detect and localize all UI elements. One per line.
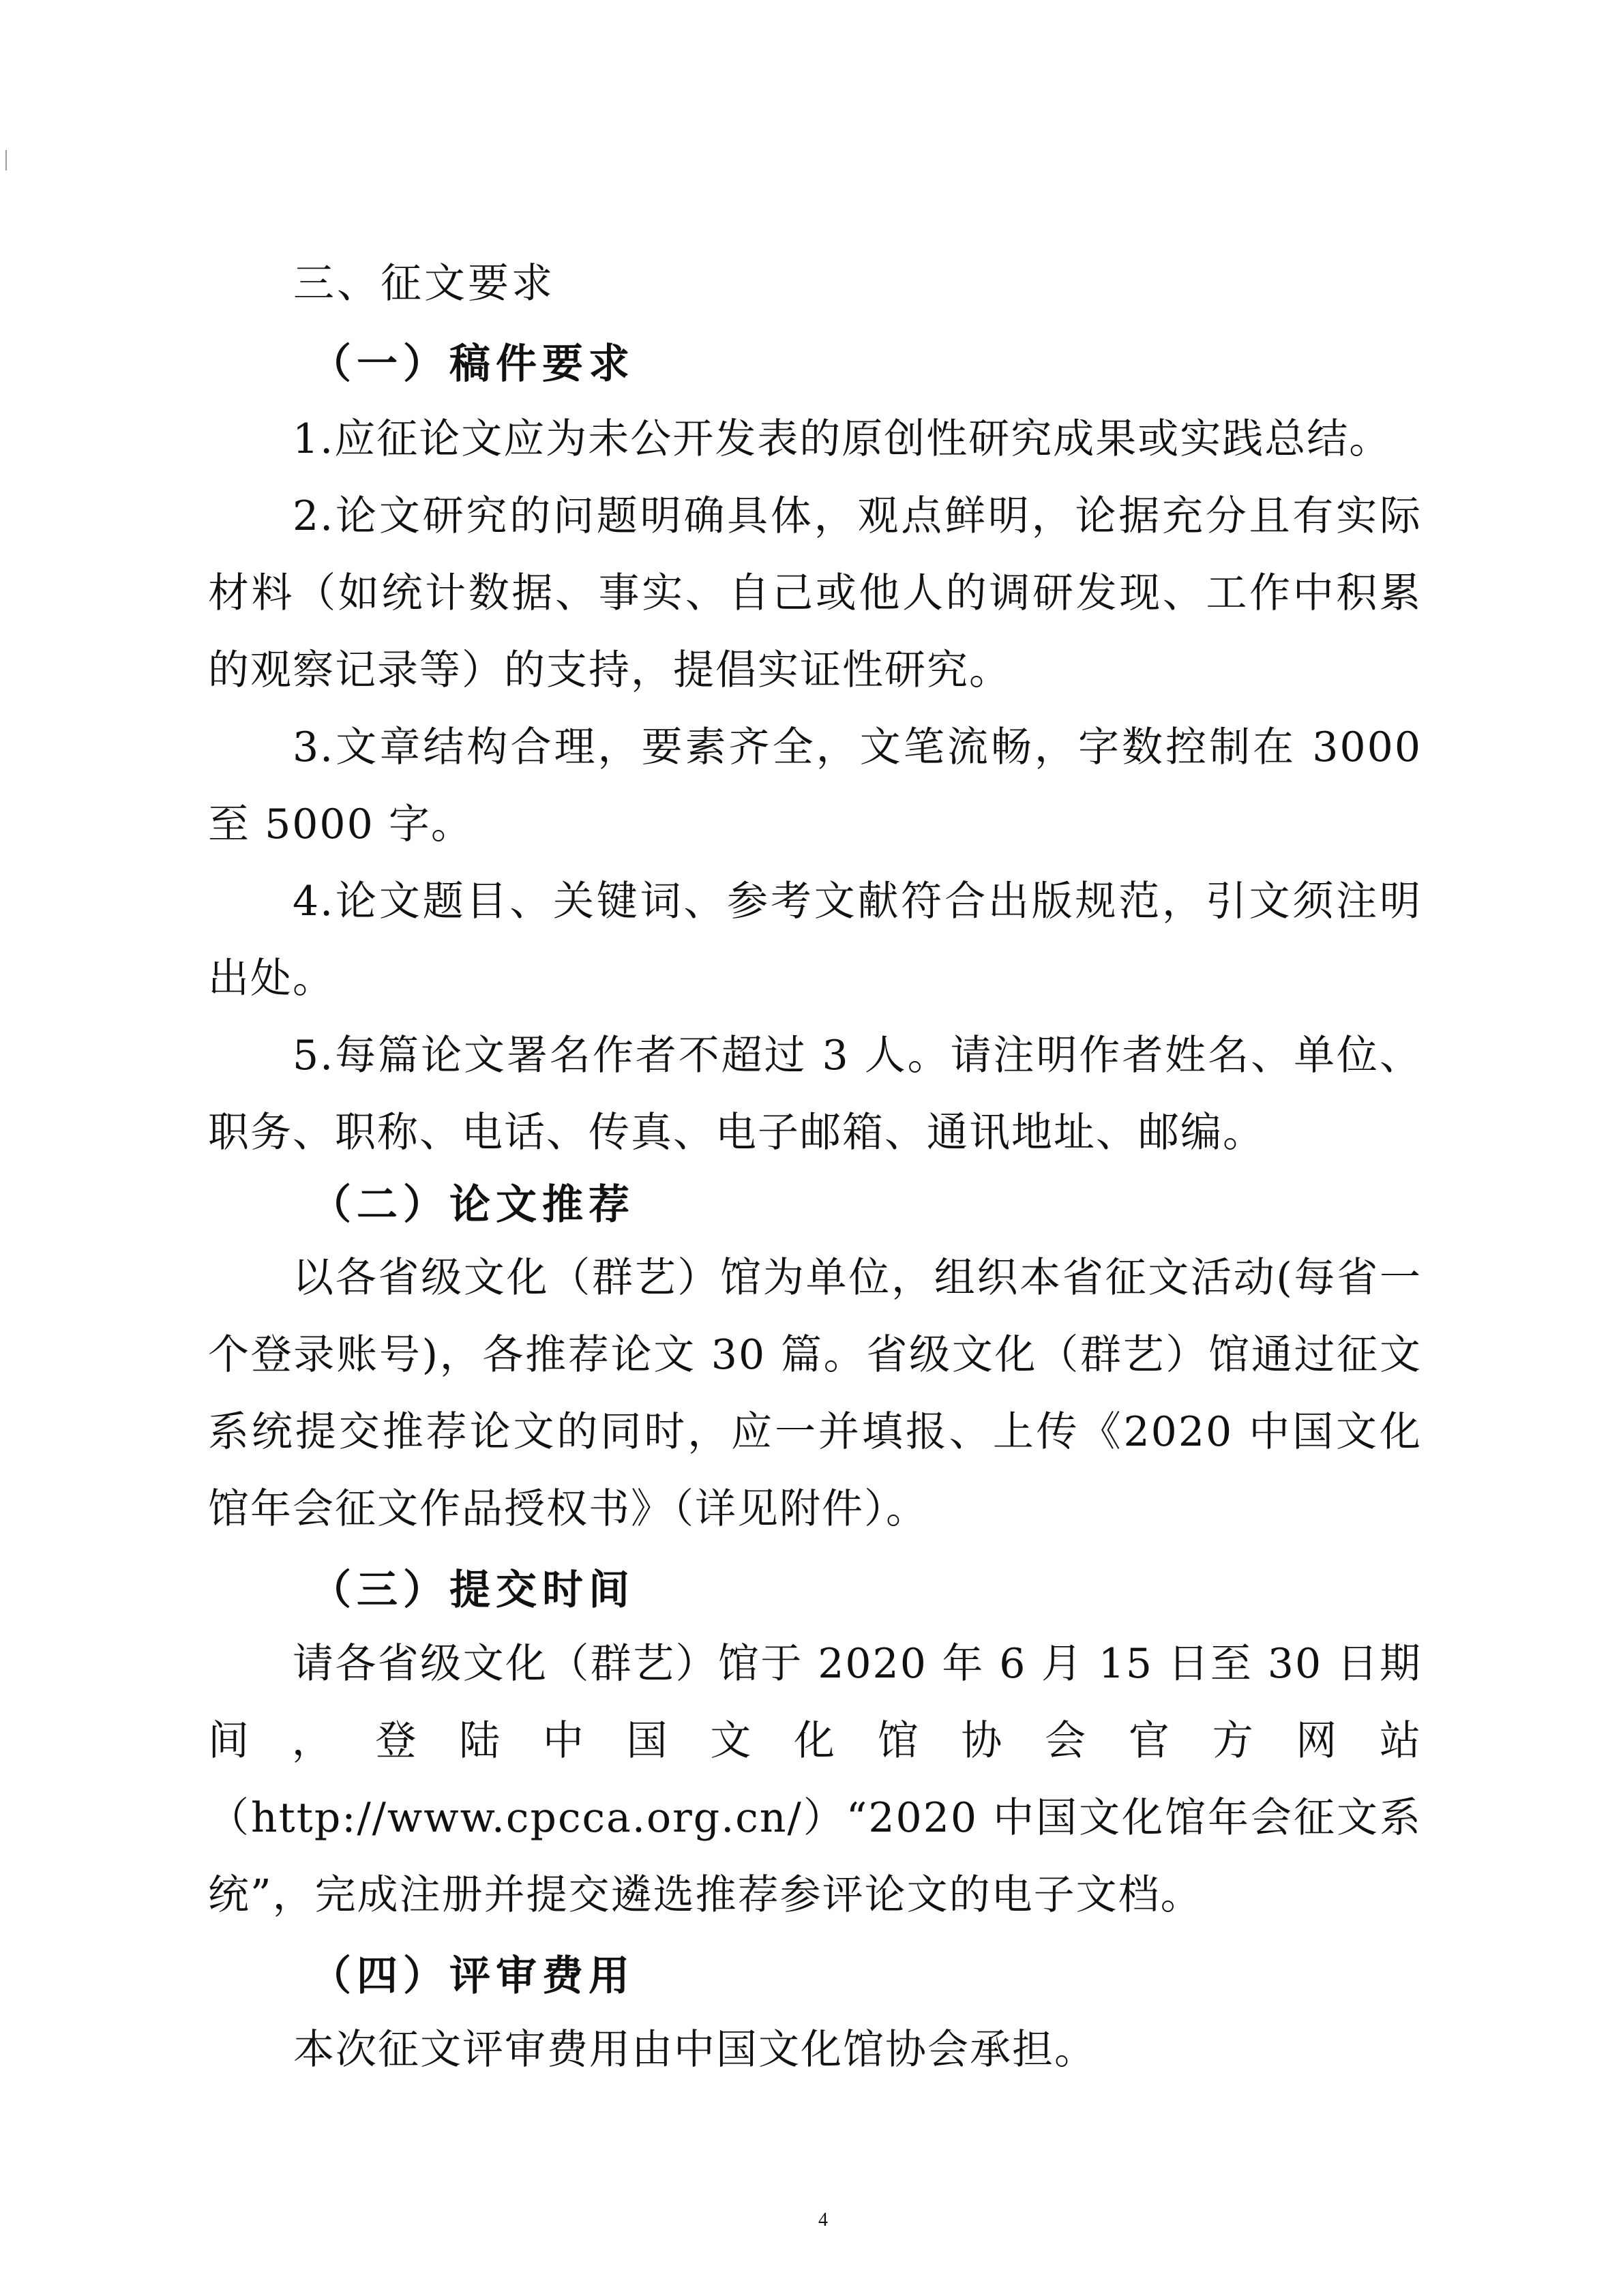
- page-number: 4: [818, 2209, 828, 2231]
- subsection-title-manuscript: （一）稿件要求: [310, 340, 635, 388]
- section-title: 三、征文要求: [293, 260, 555, 308]
- requirement-item-1: 1.应征论文应为未公开发表的原创性研究成果或实践总结。: [293, 415, 1392, 463]
- subsection-title-review-fee: （四）评审费用: [310, 1952, 635, 2000]
- subsection-title-recommendation: （二）论文推荐: [310, 1181, 635, 1229]
- recommendation-text: 以各省级文化（群艺）馆为单位，组织本省征文活动(每省一个登录账号)，各推荐论文 30 篇。省级文化（群艺）馆通过征文系统提交推荐论文的同时，应一并填报、上传《2020 中国文化馆年会征文作品授权书》（详见附件）。: [208, 1254, 1422, 1533]
- requirement-item-4: 4.论文题目、关键词、参考文献符合出版规范，引文须注明出处。: [208, 878, 1422, 1002]
- scan-margin-mark: [5, 150, 7, 170]
- subsection-title-submission-time: （三）提交时间: [310, 1566, 635, 1614]
- requirement-item-5: 5.每篇论文署名作者不超过 3 人。请注明作者姓名、单位、职务、职称、电话、传真、电子邮箱、通讯地址、邮编。: [208, 1032, 1422, 1157]
- submission-time-text: 请各省级文化（群艺）馆于 2020 年 6 月 15 日至 30 日期间，登陆中国文化馆协会官方网站（http://www.cpcca.org.cn/）“2020 中国文化馆年会征文系统”，完成注册并提交遴选推荐参评论文的电子文档。: [208, 1640, 1422, 1919]
- review-fee-text: 本次征文评审费用由中国文化馆协会承担。: [293, 2026, 1097, 2074]
- requirement-item-2: 2.论文研究的问题明确具体，观点鲜明，论据充分且有实际材料（如统计数据、事实、自己或他人的调研发现、工作中积累的观察记录等）的支持，提倡实证性研究。: [208, 492, 1422, 694]
- requirement-item-3: 3.文章结构合理，要素齐全，文笔流畅，字数控制在 3000 至 5000 字。: [208, 724, 1422, 848]
